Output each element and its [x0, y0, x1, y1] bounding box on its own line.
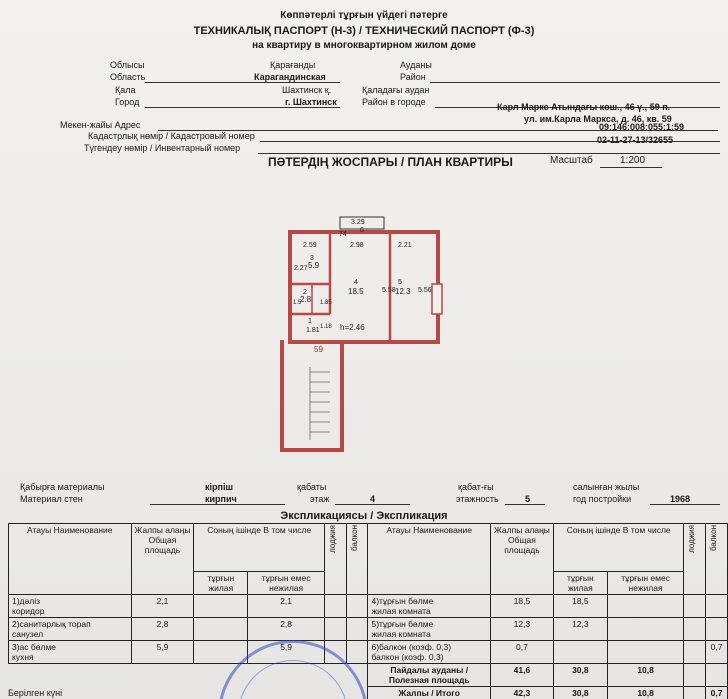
- row-total: 12,3: [490, 618, 553, 641]
- row-nonliving: [607, 618, 684, 641]
- row-name: кухня: [12, 652, 34, 662]
- oblysy-label: Облысы: [110, 60, 145, 70]
- address-label: Мекен-жайы Адрес: [60, 120, 141, 130]
- oblast-label: Область: [110, 72, 146, 82]
- address-kz-value: Карл Маркс Атындағы көш., 46 ү., 59 п.: [497, 102, 671, 112]
- inventory-underline: [258, 153, 720, 154]
- rayon-underline: [430, 82, 720, 83]
- total-label: Жалпы / Итого: [368, 687, 491, 699]
- issued-date-label: Берілген күні: [8, 688, 63, 698]
- header-title: ТЕХНИКАЛЫҚ ПАСПОРТ (Н-3) / ТЕХНИЧЕСКИЙ ПАСПОРТ (Ф-3): [193, 25, 535, 37]
- col-name-header: Атауы Наименование: [9, 524, 132, 595]
- year-kz-label: салынған жылы: [573, 482, 640, 492]
- explication-title: Экспликациясы / Экспликация: [280, 510, 448, 522]
- row-nonliving: 2,1: [248, 595, 325, 618]
- total-nonliving: 10,8: [607, 687, 684, 699]
- kaladagy-label: Қаладағы аудан: [362, 85, 430, 95]
- scale-underline: [600, 167, 662, 168]
- inventory-value: 02-11-27-13/32655: [597, 135, 674, 145]
- useful-area-living: 30,8: [553, 664, 607, 687]
- row-total: 18,5: [490, 595, 553, 618]
- floor-underline: [335, 504, 410, 505]
- col-loggia-header-2: лоджия: [687, 525, 697, 553]
- dim-298: 2.98: [350, 242, 364, 249]
- room-4-area: 18.5: [348, 287, 364, 296]
- row-living: 18,5: [553, 595, 607, 618]
- inventory-label: Түгендеу нөмір / Инвентарный номер: [84, 143, 241, 153]
- floors-label: этажность: [456, 494, 499, 504]
- row-name: жилая комната: [371, 606, 431, 616]
- col-incl-header: Соның ішінде В том числе: [194, 524, 325, 572]
- total-row: [9, 687, 728, 699]
- row-total: 2,1: [131, 595, 194, 618]
- audany-label: Ауданы: [400, 60, 432, 70]
- row-name: жилая комната: [371, 629, 431, 639]
- dim-15: 1.5: [293, 300, 302, 306]
- dim-6: 6: [360, 227, 364, 234]
- table-row: [9, 641, 728, 664]
- col-nonliving-header-2: тұрғын емес нежилая: [607, 572, 684, 595]
- apartment-number: 59: [314, 345, 323, 354]
- stairwell-wall: [282, 340, 342, 450]
- ceiling-height: h=2.46: [340, 323, 365, 332]
- row-name: 2)санитарлық торап: [12, 619, 91, 629]
- row-nonliving: 2,8: [248, 618, 325, 641]
- walls-underline: [150, 504, 285, 505]
- window: [432, 284, 442, 314]
- gorod-label: Город: [115, 97, 140, 107]
- row-name: санузел: [12, 629, 44, 639]
- dim-259: 2.59: [303, 242, 317, 249]
- total-balcony: 0,7: [706, 687, 728, 699]
- floor-label: этаж: [310, 494, 330, 504]
- col-balcony-header: балкон: [349, 525, 359, 551]
- col-name-header-2: Атауы Наименование: [368, 524, 491, 595]
- dim-221: 2.21: [398, 242, 412, 249]
- useful-area-label: Пайдалы ауданы / Полезная площадь: [368, 664, 491, 687]
- col-nonliving-header: тұрғын емес нежилая: [248, 572, 325, 595]
- cadastral-value: 09:146:008:055:1:59: [599, 122, 685, 132]
- row-living: 12,3: [553, 618, 607, 641]
- total-area: 42,3: [490, 687, 553, 699]
- col-incl-header-2: Соның ішінде В том числе: [553, 524, 684, 572]
- room-5-area: 12.3: [395, 287, 411, 296]
- dim-558: 5.58: [382, 287, 396, 294]
- year-label: год постройки: [573, 494, 632, 504]
- col-total-header: Жалпы алаңы Общая площадь: [131, 524, 194, 595]
- table-row: [9, 595, 728, 618]
- explication-table: [8, 523, 728, 699]
- walls-kz-value: кірпіш: [205, 482, 233, 492]
- row-total: 5,9: [131, 641, 194, 664]
- col-living-header: тұрғын жилая: [194, 572, 248, 595]
- dim-181: 1.81: [306, 327, 320, 334]
- floors-underline: [505, 504, 545, 505]
- row-name: 3)ас бөлме: [12, 642, 57, 652]
- table-row: [9, 618, 728, 641]
- dim-556: 5.56: [418, 287, 432, 294]
- dim-227: 2.27: [294, 265, 308, 272]
- gorod-value: г. Шахтинск: [285, 97, 337, 107]
- row-balcony: [706, 595, 728, 618]
- row-living: [194, 641, 248, 664]
- scale-value: 1:200: [620, 155, 646, 166]
- floors-kz-label: қабат-ғы: [458, 482, 494, 492]
- row-total: 2,8: [131, 618, 194, 641]
- useful-area-total: 41,6: [490, 664, 553, 687]
- walls-label: Материал стен: [20, 494, 83, 504]
- floor-kz-label: қабаты: [297, 482, 327, 492]
- row-nonliving: 5,9: [248, 641, 325, 664]
- dim-118: 1.18: [320, 324, 332, 330]
- useful-area-row: [9, 664, 728, 687]
- row-name: 4)тұрғын бөлме: [371, 596, 434, 606]
- row-living: [194, 618, 248, 641]
- row-living: [194, 595, 248, 618]
- header-line-1: Көппәтерлі тұрғын үйдегі пәтерге: [280, 10, 448, 21]
- col-total-header-2: Жалпы алаңы Общая площадь: [490, 524, 553, 595]
- row-name: 6)балкон (коэф. 0,3): [371, 642, 452, 652]
- header-subtitle: на квартиру в многоквартирном жилом доме: [252, 40, 476, 51]
- dim-74: 74: [339, 231, 347, 238]
- cadastral-label: Кадастрлық нөмір / Кадастровый номер: [88, 131, 255, 141]
- row-nonliving: [607, 641, 684, 664]
- rayon-label: Район: [400, 72, 426, 82]
- plan-title: ПӘТЕРДІҢ ЖОСПАРЫ / ПЛАН КВАРТИРЫ: [268, 155, 513, 169]
- address-value: ул. им.Карла Маркса, д. 46, кв. 59: [524, 114, 672, 124]
- total-living: 30,8: [553, 687, 607, 699]
- useful-area-nonliving: 10,8: [607, 664, 684, 687]
- floors-value: 5: [525, 494, 531, 504]
- room-1-number: 1: [308, 318, 312, 325]
- row-living: [553, 641, 607, 664]
- walls-kz-label: Қабырға материалы: [20, 482, 105, 492]
- gorod-kz-value: Шахтинск қ.: [282, 85, 332, 95]
- oblast-kz-value: Қарағанды: [270, 60, 316, 70]
- walls-value: кирпич: [205, 494, 237, 504]
- room-3-area: 5.9: [308, 261, 320, 270]
- year-underline: [650, 504, 720, 505]
- room-4-number: 4: [354, 279, 358, 286]
- oblast-value: Карагандинская: [254, 72, 326, 82]
- row-balcony: [706, 618, 728, 641]
- room-2-area: 2.8: [300, 295, 312, 304]
- oblast-underline: [145, 82, 340, 83]
- row-nonliving: [607, 595, 684, 618]
- kala-label: Қала: [115, 85, 136, 95]
- useful-area-balcony: [706, 664, 728, 687]
- row-name: 1)дәліз: [12, 596, 40, 606]
- row-name: балкон (коэф. 0,3): [371, 652, 444, 662]
- col-balcony-header-2: балкон: [709, 525, 719, 551]
- room-3-number: 3: [310, 255, 314, 262]
- dim-185: 1.85: [320, 300, 332, 306]
- gorod-underline: [145, 107, 340, 108]
- row-name: 5)тұрғын бөлме: [371, 619, 434, 629]
- scale-label: Масштаб: [550, 155, 593, 166]
- dim-top: 3.29: [351, 219, 365, 226]
- room-2-number: 2: [303, 289, 307, 296]
- floor-value: 4: [370, 494, 376, 504]
- row-balcony: 0,7: [706, 641, 728, 664]
- room-5-number: 5: [398, 279, 402, 286]
- rayon-v-gorode-label: Район в городе: [362, 97, 426, 107]
- col-loggia-header: лоджия: [327, 525, 337, 553]
- col-living-header-2: тұрғын жилая: [553, 572, 607, 595]
- row-name: коридор: [12, 606, 45, 616]
- row-total: 0,7: [490, 641, 553, 664]
- year-value: 1968: [670, 494, 691, 504]
- floor-plan: [270, 212, 470, 462]
